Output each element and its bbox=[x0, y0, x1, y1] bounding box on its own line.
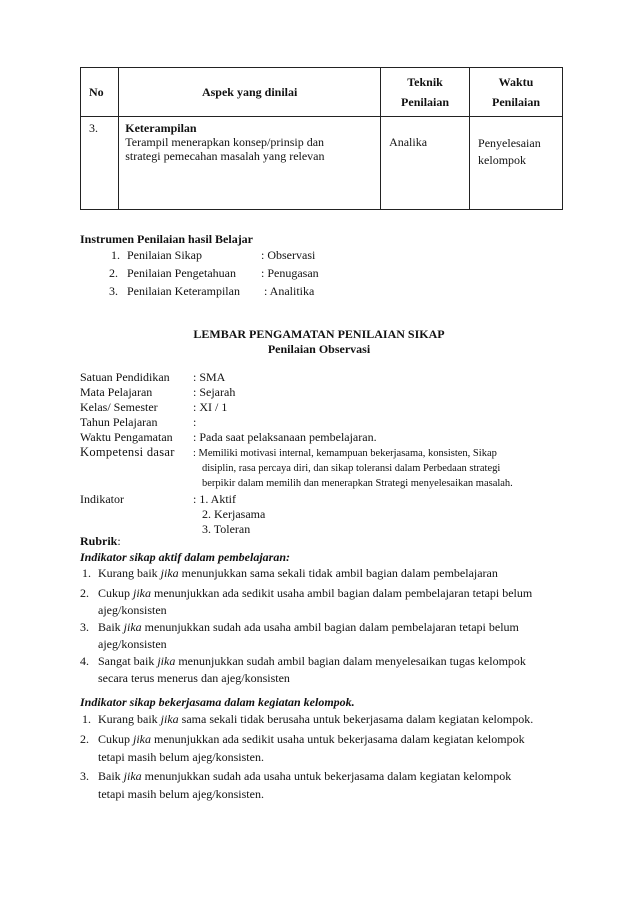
kerja-pre-1: Kurang baik bbox=[98, 712, 161, 726]
row-teknik: Analika bbox=[381, 117, 470, 210]
info-label-kelas: Kelas/ Semester bbox=[80, 400, 158, 414]
instrumen-title: Instrumen Penilaian hasil Belajar bbox=[80, 232, 254, 246]
row-aspek-line2: strategi pemecahan masalah yang relevan bbox=[125, 149, 325, 163]
row-aspek bbox=[119, 117, 381, 210]
table-header-row bbox=[81, 68, 563, 117]
aktif-rest-4: menunjukkan sudah ambil bagian dalam menyelesaikan tugas kelompok bbox=[175, 654, 526, 668]
info-value-kompetensi-1: : Memiliki motivasi internal, kemampuan bekerjasama, konsisten, Sikap bbox=[193, 448, 497, 459]
kerja-cont-2: tetapi masih belum ajeg/konsisten. bbox=[98, 750, 264, 764]
instrumen-item-value-1: : Observasi bbox=[261, 248, 316, 262]
kerja-text-2 bbox=[98, 732, 525, 746]
kerja-rest-3: menunjukkan sudah ada usaha untuk bekerjasama dalam kegiatan kelompok bbox=[141, 769, 512, 783]
kerja-num-1: 1. bbox=[82, 712, 91, 726]
instrumen-item-value-3: : Analitika bbox=[264, 284, 315, 298]
kerja-num-2: 2. bbox=[80, 732, 89, 746]
header-teknik bbox=[381, 68, 470, 117]
rubrik-label: Rubrik bbox=[80, 534, 118, 548]
info-value-indikator-3: 3. Toleran bbox=[202, 522, 251, 536]
instrumen-item-value-2: : Penugasan bbox=[261, 266, 319, 280]
header-waktu-line1: Waktu bbox=[498, 75, 534, 89]
aktif-pre-3: Baik bbox=[98, 620, 124, 634]
header-waktu-line2: Penilaian bbox=[492, 95, 541, 109]
instrumen-item-num-3: 3. bbox=[109, 284, 118, 298]
instrumen-item-label-2: Penilaian Pengetahuan bbox=[127, 266, 236, 280]
kerja-rest-2: menunjukkan ada sedikit usaha untuk bekerjasama dalam kegiatan kelompok bbox=[151, 732, 525, 746]
lembar-title: LEMBAR PENGAMATAN PENILAIAN SIKAP bbox=[193, 327, 445, 341]
aktif-text-3 bbox=[98, 620, 519, 634]
info-value-indikator-2: 2. Kerjasama bbox=[202, 507, 266, 521]
header-waktu bbox=[470, 68, 563, 117]
kerja-it-2: jika bbox=[133, 732, 152, 746]
info-value-kelas: : XI / 1 bbox=[193, 400, 228, 414]
aktif-cont-3: ajeg/konsisten bbox=[98, 637, 167, 651]
kerja-it-3: jika bbox=[123, 769, 142, 783]
info-value-waktu: : Pada saat pelaksanaan pembelajaran. bbox=[193, 430, 377, 444]
aktif-text-4 bbox=[98, 654, 526, 668]
instrumen-item-num-1: 1. bbox=[111, 248, 120, 262]
aktif-rest-1: menunjukkan sama sekali tidak ambil bagian dalam pembelajaran bbox=[178, 566, 498, 580]
instrumen-item-label-3: Penilaian Keterampilan bbox=[127, 284, 240, 298]
info-value-tahun: : bbox=[193, 415, 197, 429]
row-no: 3. bbox=[81, 117, 119, 210]
aktif-pre-1: Kurang baik bbox=[98, 566, 161, 580]
info-value-kompetensi-3: berpikir dalam memilih dan menerapkan Strategi menyelesaikan masalah. bbox=[202, 478, 513, 489]
aktif-num-2: 2. bbox=[80, 586, 89, 600]
aktif-text-1 bbox=[98, 566, 498, 580]
info-value-satuan: : SMA bbox=[193, 370, 226, 384]
header-no: No bbox=[81, 68, 119, 117]
row-aspek-title: Keterampilan bbox=[125, 121, 197, 135]
kerja-text-1 bbox=[98, 712, 533, 726]
aktif-it-4: jika bbox=[157, 654, 176, 668]
row-waktu-line1: Penyelesaian bbox=[478, 136, 541, 150]
instrumen-item-label-1: Penilaian Sikap bbox=[127, 248, 202, 262]
kerja-it-1: jika bbox=[160, 712, 179, 726]
info-value-indikator-1: : 1. Aktif bbox=[193, 492, 237, 506]
info-value-mapel: : Sejarah bbox=[193, 385, 236, 399]
row-aspek-line1: Terampil menerapkan konsep/prinsip dan bbox=[125, 135, 325, 149]
info-label-indikator: Indikator bbox=[80, 492, 124, 506]
header-teknik-line2: Penilaian bbox=[401, 95, 450, 109]
instrumen-item-num-2: 2. bbox=[109, 266, 118, 280]
kerja-pre-3: Baik bbox=[98, 769, 124, 783]
kerja-rest-1: sama sekali tidak berusaha untuk bekerjasama dalam kegiatan kelompok. bbox=[178, 712, 534, 726]
row-waktu bbox=[470, 117, 563, 210]
aktif-pre-2: Cukup bbox=[98, 586, 134, 600]
header-aspek: Aspek yang dinilai bbox=[119, 68, 381, 117]
aktif-pre-4: Sangat baik bbox=[98, 654, 158, 668]
table-row bbox=[81, 117, 563, 210]
kerja-pre-2: Cukup bbox=[98, 732, 134, 746]
aktif-it-1: jika bbox=[160, 566, 179, 580]
rubrik-heading bbox=[80, 534, 121, 548]
aktif-cont-2: ajeg/konsisten bbox=[98, 603, 167, 617]
info-label-satuan: Satuan Pendidikan bbox=[80, 370, 170, 384]
info-label-waktu: Waktu Pengamatan bbox=[80, 430, 173, 444]
aktif-it-2: jika bbox=[133, 586, 152, 600]
info-label-mapel: Mata Pelajaran bbox=[80, 385, 153, 399]
kerja-cont-3: tetapi masih belum ajeg/konsisten. bbox=[98, 787, 264, 801]
assessment-table bbox=[80, 67, 563, 210]
info-value-kompetensi-2: disiplin, rasa percaya diri, dan sikap toleransi dalam Perbedaan strategi bbox=[202, 463, 501, 474]
rubrik-aktif-title: Indikator sikap aktif dalam pembelajaran: bbox=[80, 550, 291, 564]
aktif-num-1: 1. bbox=[82, 566, 91, 580]
aktif-text-2 bbox=[98, 586, 532, 600]
rubrik-colon: : bbox=[117, 534, 121, 548]
aktif-cont-4: secara terus menerus dan ajeg/konsisten bbox=[98, 671, 290, 685]
aktif-rest-3: menunjukkan sudah ada usaha ambil bagian dalam pembelajaran tetapi belum bbox=[141, 620, 519, 634]
rubrik-kerja-title: Indikator sikap bekerjasama dalam kegiatan kelompok. bbox=[80, 695, 355, 709]
aktif-num-4: 4. bbox=[80, 654, 89, 668]
header-teknik-line1: Teknik bbox=[407, 75, 443, 89]
kerja-text-3 bbox=[98, 769, 511, 783]
lembar-subtitle: Penilaian Observasi bbox=[267, 342, 371, 356]
row-waktu-line2: kelompok bbox=[478, 153, 527, 167]
info-label-kompetensi: Kompetensi dasar bbox=[80, 445, 175, 459]
info-label-tahun: Tahun Pelajaran bbox=[80, 415, 158, 429]
kerja-num-3: 3. bbox=[80, 769, 89, 783]
aktif-rest-2: menunjukkan ada sedikit usaha ambil bagian dalam pembelajaran tetapi belum bbox=[151, 586, 533, 600]
aktif-num-3: 3. bbox=[80, 620, 89, 634]
aktif-it-3: jika bbox=[123, 620, 142, 634]
